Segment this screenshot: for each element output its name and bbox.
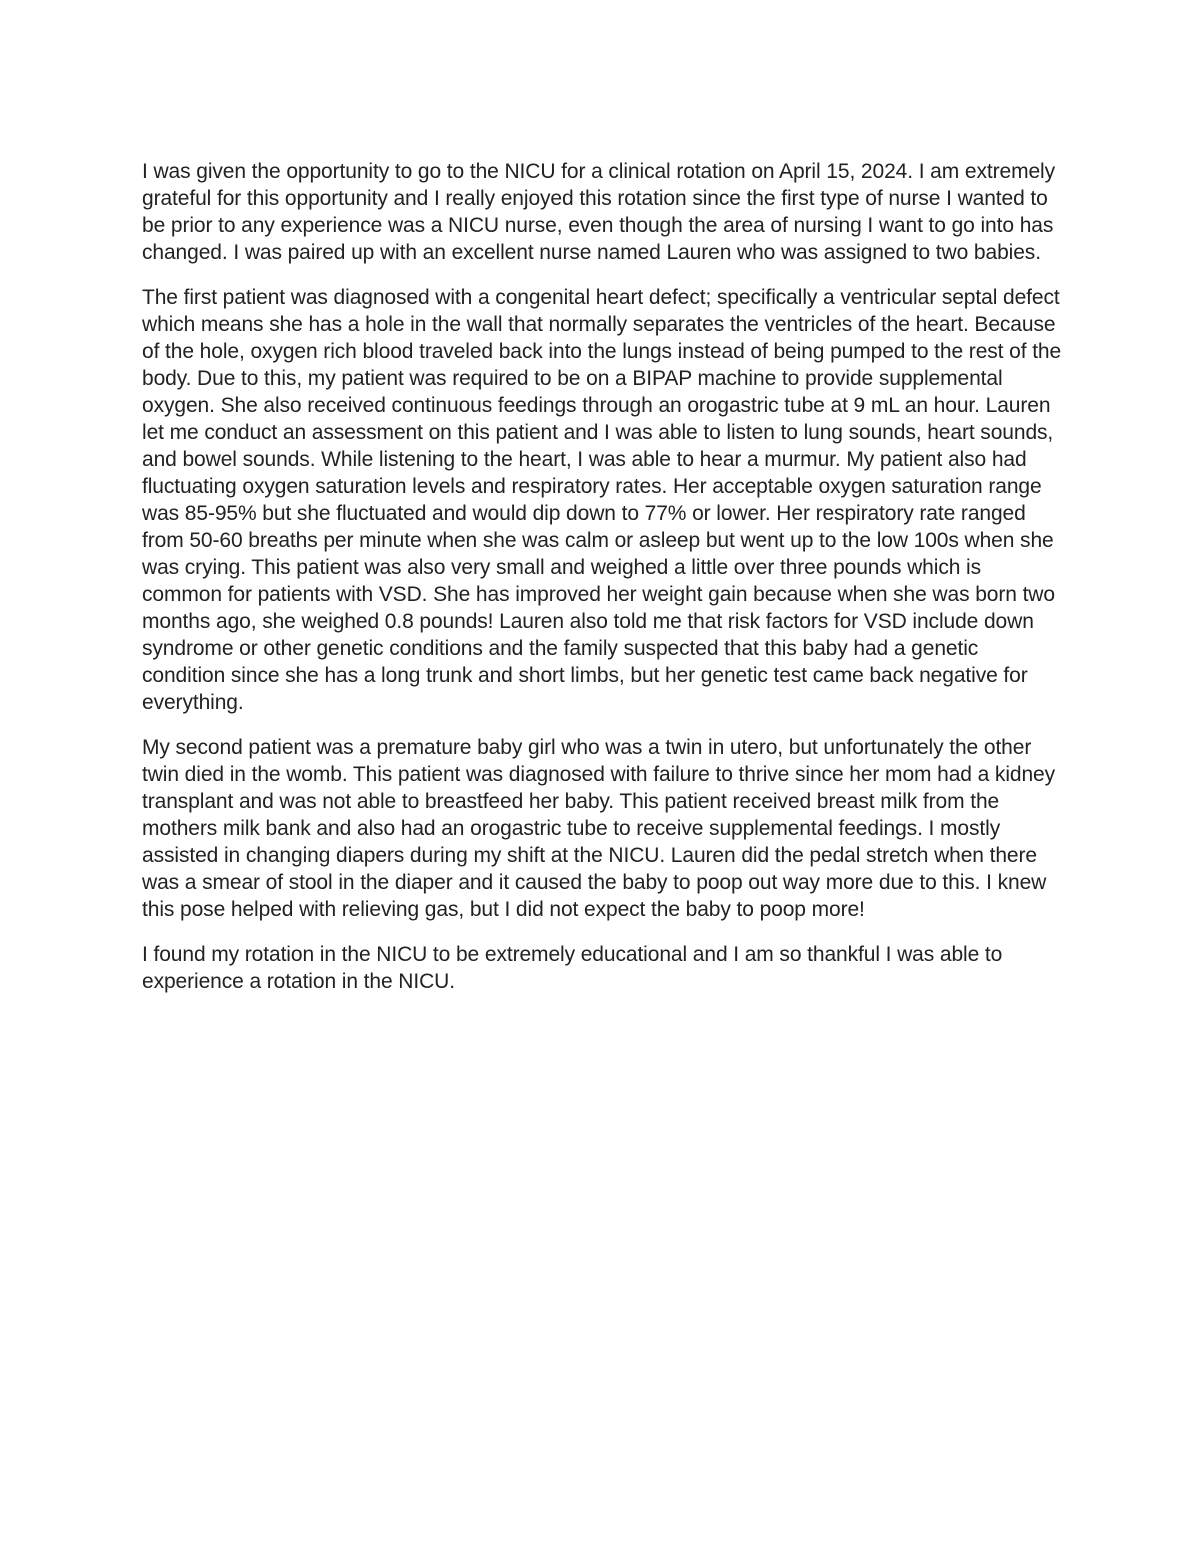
paragraph-first-patient: The first patient was diagnosed with a congenital heart defect; specifically a ventricular septal defect which means she has a hole in the wall that normally separates the ventricles of the heart. Because of the hole, oxygen rich blood traveled back into the lungs instead of being pumped to the rest of the body. Due to this, my patient was required to be on a BIPAP machine to provide supplemental oxygen. She also received continuous feedings through an orogastric tube at 9 mL an hour. Lauren let me conduct an assessment on this patient and I was able to listen to lung sounds, heart sounds, and bowel sounds. While listening to the heart, I was able to hear a murmur. My patient also had fluctuating oxygen saturation levels and respiratory rates. Her acceptable oxygen saturation range was 85-95% but she fluctuated and would dip down to 77% or lower. Her respiratory rate ranged from 50-60 breaths per minute when she was calm or asleep but went up to the low 100s when she was crying. This patient was also very small and weighed a little over three pounds which is common for patients with VSD. She has improved her weight gain because when she was born two months ago, she weighed 0.8 pounds! Lauren also told me that risk factors for VSD include down syndrome or other genetic conditions and the family suspected that this baby had a genetic condition since she has a long trunk and short limbs, but her genetic test came back negative for everything. [142,286,1062,714]
paragraph-conclusion: I found my rotation in the NICU to be extremely educational and I am so thankful I was able to experience a rotation in the NICU. [142,943,1003,993]
paragraph-intro: I was given the opportunity to go to the NICU for a clinical rotation on April 15, 2024. I am extremely grateful for this opportunity and I really enjoyed this rotation since the first type of nurse I wanted to be prior to any experience was a NICU nurse, even though the area of nursing I want to go into has changed. I was paired up with an excellent nurse named Lauren who was assigned to two babies. [142,160,1056,264]
document-body [142,158,1062,1013]
paragraph-second-patient: My second patient was a premature baby girl who was a twin in utero, but unfortunately the other twin died in the womb. This patient was diagnosed with failure to thrive since her mom had a kidney transplant and was not able to breastfeed her baby. This patient received breast milk from the mothers milk bank and also had an orogastric tube to receive supplemental feedings. I mostly assisted in changing diapers during my shift at the NICU. Lauren did the pedal stretch when there was a smear of stool in the diaper and it caused the baby to poop out way more due to this. I knew this pose helped with relieving gas, but I did not expect the baby to poop more! [142,736,1056,921]
